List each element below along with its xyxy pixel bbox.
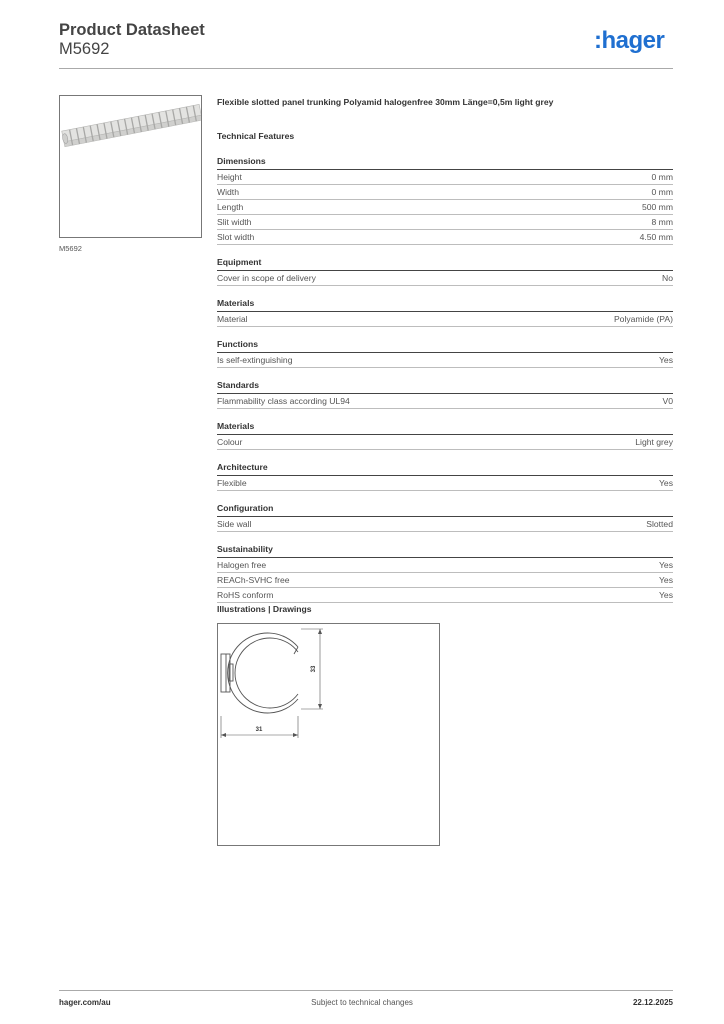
spec-section-configuration (217, 503, 673, 532)
spec-label: Length (217, 202, 244, 212)
hager-logo (594, 26, 674, 56)
spec-section-materials-colour (217, 421, 673, 450)
spec-value: Light grey (635, 437, 673, 447)
spec-section-standards (217, 380, 673, 409)
spec-section-functions (217, 339, 673, 368)
spec-row (217, 573, 673, 588)
spec-value: Yes (658, 590, 673, 600)
dimension-height-label: 33 (311, 665, 317, 673)
section-title: Configuration (217, 503, 274, 513)
spec-value: Yes (658, 560, 673, 570)
technical-drawing (217, 623, 440, 846)
spec-section-dimensions (217, 156, 673, 245)
spec-label: Side wall (217, 519, 252, 529)
spec-row (217, 185, 673, 200)
spec-label: Material (217, 314, 248, 324)
spec-row (217, 353, 673, 368)
header-divider (59, 68, 673, 69)
spec-label: Flammability class according UL94 (217, 396, 350, 406)
product-image (59, 95, 202, 238)
trunking-photo (60, 96, 201, 237)
spec-label: Slot width (217, 232, 255, 242)
spec-row (217, 476, 673, 491)
section-title: Materials (217, 298, 255, 308)
logo-text: :hager (594, 27, 665, 54)
spec-row (217, 271, 673, 286)
spec-value: V0 (662, 396, 673, 406)
spec-row (217, 230, 673, 245)
spec-label: Halogen free (217, 560, 267, 570)
spec-label: Colour (217, 437, 243, 447)
spec-section-materials (217, 298, 673, 327)
spec-table (217, 156, 673, 615)
section-title: Architecture (217, 462, 268, 472)
footer-date: 22.12.2025 (632, 998, 673, 1007)
spec-label: REACh-SVHC free (217, 575, 290, 585)
spec-row (217, 312, 673, 327)
footer-website-link[interactable]: hager.com/au (59, 998, 111, 1007)
footer-notice: Subject to technical changes (311, 998, 413, 1007)
section-title: Functions (217, 339, 259, 349)
technical-features-heading: Technical Features (217, 131, 295, 141)
spec-row (217, 394, 673, 409)
spec-label: Slit width (217, 217, 252, 227)
spec-row (217, 170, 673, 185)
spec-label: Cover in scope of delivery (217, 273, 316, 283)
illustrations-heading: Illustrations | Drawings (217, 604, 312, 614)
spec-row (217, 558, 673, 573)
footer-divider (59, 990, 673, 991)
product-code: M5692 (59, 40, 110, 58)
spec-value: No (662, 273, 673, 283)
spec-label: Flexible (217, 478, 247, 488)
spec-value: 8 mm (651, 217, 673, 227)
spec-row (217, 517, 673, 532)
spec-value: Yes (658, 478, 673, 488)
spec-value: 0 mm (651, 172, 673, 182)
spec-label: Width (217, 187, 239, 197)
spec-label: Is self-extinguishing (217, 355, 293, 365)
image-caption: M5692 (59, 244, 82, 253)
spec-row (217, 588, 673, 603)
spec-section-sustainability (217, 544, 673, 603)
spec-value: 0 mm (651, 187, 673, 197)
section-title: Standards (217, 380, 260, 390)
spec-value: Slotted (646, 519, 673, 529)
trunking-profile-drawing (218, 624, 439, 845)
spec-value: Yes (658, 355, 673, 365)
section-title: Dimensions (217, 156, 266, 166)
section-title: Materials (217, 421, 255, 431)
spec-section-equipment (217, 257, 673, 286)
spec-label: RoHS conform (217, 590, 274, 600)
spec-value: Yes (658, 575, 673, 585)
section-title: Equipment (217, 257, 262, 267)
section-title: Sustainability (217, 544, 273, 554)
dimension-width-label: 31 (255, 727, 263, 733)
spec-row (217, 215, 673, 230)
spec-value: 4.50 mm (639, 232, 673, 242)
spec-row (217, 200, 673, 215)
spec-section-architecture (217, 462, 673, 491)
spec-label: Height (217, 172, 242, 182)
page-title: Product Datasheet (59, 21, 205, 39)
spec-value: 500 mm (641, 202, 673, 212)
spec-value: Polyamide (PA) (613, 314, 673, 324)
spec-row (217, 435, 673, 450)
product-description: Flexible slotted panel trunking Polyamid halogenfree 30mm Länge=0,5m light grey (217, 97, 554, 107)
